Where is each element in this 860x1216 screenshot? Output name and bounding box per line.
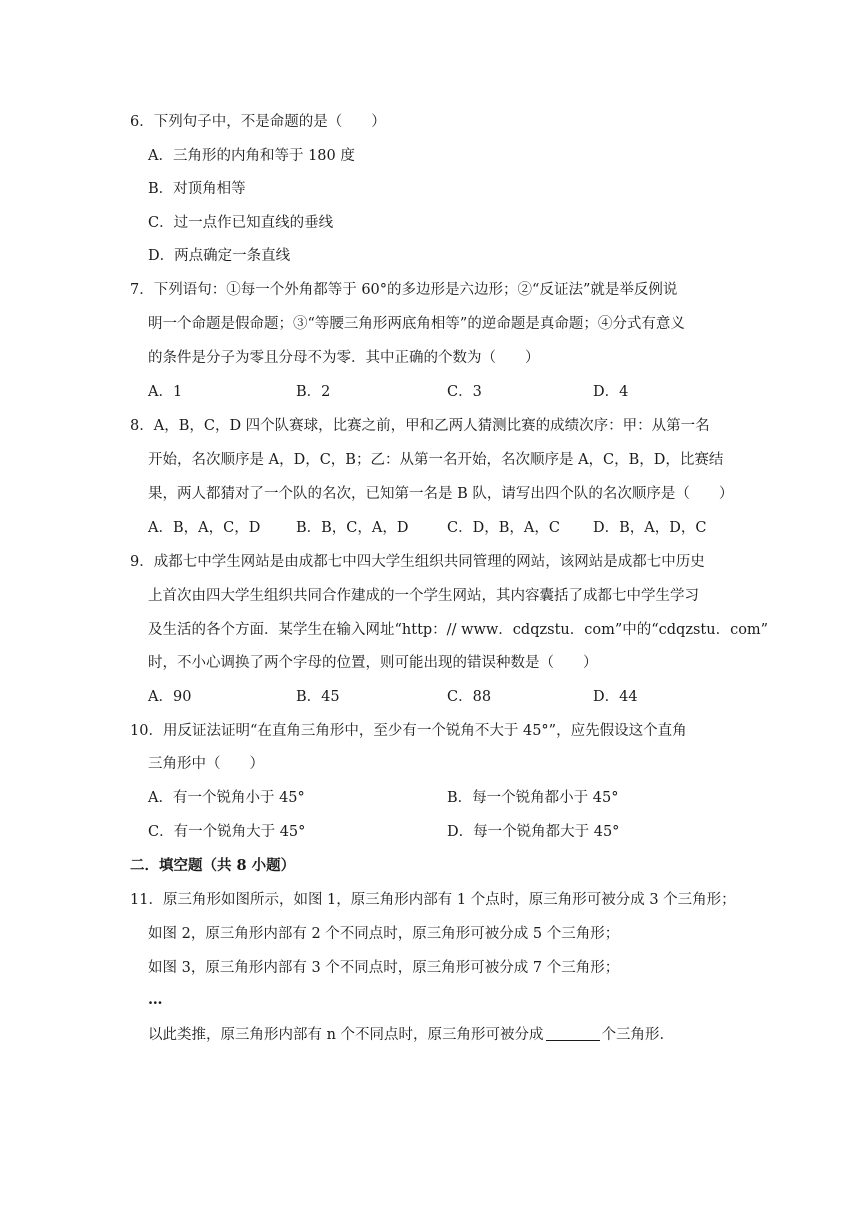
q9-line-4: 时，不小心调换了两个字母的位置，则可能出现的错误种数是（ ） <box>148 655 598 671</box>
q9-option-c: C．88 <box>447 689 492 705</box>
q7-option-d: D．4 <box>593 384 629 400</box>
q10-line-1: 10．用反证法证明“在直角三角形中，至少有一个锐角不大于 45°”，应先假设这个直角 <box>130 723 687 739</box>
q7-option-a: A．1 <box>148 384 183 400</box>
q6-option-d: D．两点确定一条直线 <box>148 248 291 264</box>
q9-line-3: 及生活的各个方面．某学生在输入网址“http：// www．cdqzstu．com”中的“cdqzstu．com” <box>148 622 769 638</box>
q8-line-1: 8．A，B，C，D 四个队赛球，比赛之前，甲和乙两人猜测比赛的成绩次序：甲：从第一名 <box>130 418 710 434</box>
q10-option-c: C．有一个锐角大于 45° <box>148 824 306 840</box>
q7-line-3: 的条件是分子为零且分母不为零．其中正确的个数为（ ） <box>148 350 540 366</box>
q10-option-b: B．每一个锐角都小于 45° <box>447 790 619 806</box>
q11-last-after: 个三角形． <box>601 1027 675 1043</box>
q9-line-1: 9．成都七中学生网站是由成都七中四大学生组织共同管理的网站，该网站是成都七中历史 <box>130 554 705 570</box>
q8-option-b: B．B，C，A，D <box>296 520 409 536</box>
q9-option-d: D．44 <box>593 689 638 705</box>
q9-option-a: A．90 <box>148 689 192 705</box>
answer-blank[interactable] <box>546 1026 600 1041</box>
q7-line-1: 7．下列语句：①每一个外角都等于 60°的多边形是六边形；②“反证法”就是举反例说 <box>130 282 678 298</box>
q11-last-before: 以此类推，原三角形内部有 n 个不同点时，原三角形可被分成 <box>148 1027 544 1043</box>
q10-option-d: D．每一个锐角都大于 45° <box>447 824 620 840</box>
q7-option-c: C．3 <box>447 384 482 400</box>
q11-line-2: 如图 2，原三角形内部有 2 个不同点时，原三角形可被分成 5 个三角形； <box>148 926 620 942</box>
q8-line-3: 果，两人都猜对了一个队的名次，已知第一名是 B 队，请写出四个队的名次顺序是（ ） <box>148 486 734 502</box>
q7-line-2: 明一个命题是假命题；③“等腰三角形两底角相等”的逆命题是真命题；④分式有意义 <box>148 316 685 332</box>
q10-line-2: 三角形中（ ） <box>148 756 264 772</box>
q11-last-line <box>148 1025 674 1045</box>
q6-option-a: A．三角形的内角和等于 180 度 <box>148 148 355 164</box>
q9-line-2: 上首次由四大学生组织共同合作建成的一个学生网站，其内容囊括了成都七中学生学习 <box>148 588 699 604</box>
q11-ellipsis: … <box>148 991 163 1008</box>
q8-option-a: A．B，A，C，D <box>148 520 261 536</box>
q9-option-b: B．45 <box>296 689 340 705</box>
q6-option-c: C．过一点作已知直线的垂线 <box>148 215 334 231</box>
q11-line-3: 如图 3，原三角形内部有 3 个不同点时，原三角形可被分成 7 个三角形； <box>148 960 620 976</box>
q8-option-c: C．D，B，A，C <box>447 520 560 536</box>
q11-line-1: 11．原三角形如图所示，如图 1，原三角形内部有 1 个点时，原三角形可被分成 3 个三角形； <box>130 892 736 908</box>
q6-option-b: B．对顶角相等 <box>148 181 246 197</box>
section-heading: 二．填空题（共 8 小题） <box>130 857 296 874</box>
q6-stem: 6．下列句子中，不是命题的是（ ） <box>130 114 386 130</box>
q10-option-a: A．有一个锐角小于 45° <box>148 790 305 806</box>
q8-line-2: 开始，名次顺序是 A，D，C，B；乙：从第一名开始，名次顺序是 A，C，B，D，比赛结 <box>148 452 724 468</box>
q8-option-d: D．B，A，D，C <box>593 520 707 536</box>
q7-option-b: B．2 <box>296 384 331 400</box>
